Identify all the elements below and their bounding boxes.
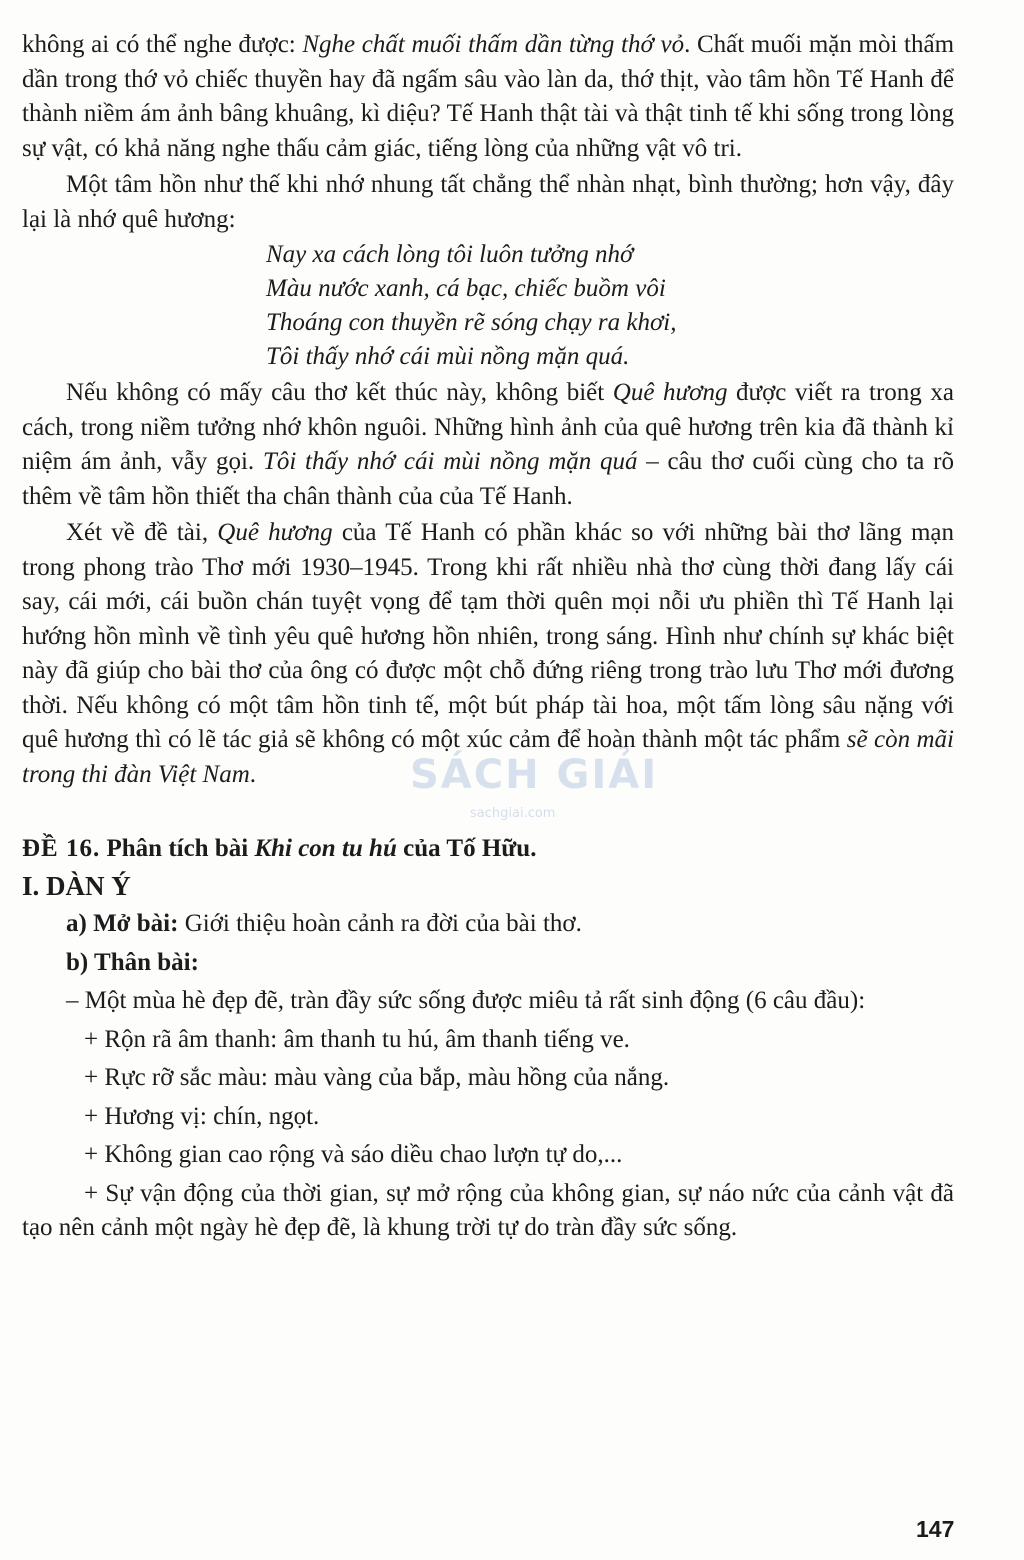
- outline-body: [22, 946, 954, 981]
- paragraph-4: [22, 516, 954, 792]
- poem-line: Nay xa cách lòng tôi luôn tưởng nhớ: [266, 241, 634, 268]
- outline-plus-item: + Sự vận động của thời gian, sự mở rộng của không gian, sự náo nức của cảnh vật đã tạo nên cảnh một ngày hè đẹp đẽ, là khung trời tự do tràn đầy sức sống.: [22, 1179, 954, 1241]
- outline-plus-item: + Rực rỡ sắc màu: màu vàng của bắp, màu hồng của nắng.: [84, 1064, 670, 1091]
- outline-intro: [22, 907, 954, 942]
- text: được viết ra trong xa cách, trong niềm tưởng nhớ khôn nguôi. Những hình ảnh của quê hương trên kia đã thành kỉ niệm ám ảnh, vẫy gọi.: [22, 379, 954, 475]
- text: của Tế Hanh có phần khác so với những bài thơ lãng mạn trong phong trào Thơ mới 1930–1945. Trong khi rất nhiều nhà thơ cùng thời đang lấy cái say, cái mới, cái buồn chán tuyệt vọng để tạm thời quên mọi nỗi ưu phiền thì Tế Hanh lại hướng hồn mình về tình yêu quê hương hồn nhiên, trong sáng. Hình như chính sự khác biệt này đã giúp cho bài thơ của ông có được một chỗ đứng riêng trong trào lưu Thơ mới đương thời. Nếu không có một tâm hồn tinh tế, một bút pháp tài hoa, một tấm lòng sâu nặng với quê hương thì có lẽ tác giả sẽ không có một xúc cảm để hoàn thành một tác phẩm: [22, 519, 954, 753]
- watermark-logo: SÁCH GIẢI: [410, 752, 659, 798]
- outline-label: a) Mở bài:: [66, 910, 179, 937]
- text: . Chất muối mặn mòi thấm dần trong thớ vỏ chiếc thuyền hay đã ngấm sâu vào làn da, thớ thịt, vào tâm hồn Tế Hanh để thành niềm ám ảnh bâng khuâng, kì diệu? Tế Hanh thật tài và thật tinh tế khi sống trong lòng sự vật, có khả năng nghe thấu cảm giác, tiếng lòng của những vật vô tri.: [22, 31, 955, 162]
- poem-line: Màu nước xanh, cá bạc, chiếc buồm vôi: [266, 275, 666, 302]
- text: Nếu không có mấy câu thơ kết thúc này, không biết: [66, 379, 613, 406]
- poem-line: Thoáng con thuyền rẽ sóng chạy ra khơi,: [266, 309, 677, 336]
- poem-title-italic: Khi con tu hú: [254, 835, 397, 862]
- text: Giới thiệu hoàn cảnh ra đời của bài thơ.: [178, 910, 582, 937]
- watermark-url: sachgiai.com: [470, 806, 556, 821]
- text: – câu thơ cuối cùng cho ta rõ thêm về tâm hồn thiết tha chân thành của của Tế Hanh.: [22, 448, 954, 510]
- section-heading: I. DÀN Ý: [22, 870, 131, 901]
- exercise-label: ĐỀ 16.: [22, 835, 101, 862]
- outline-dash-item: – Một mùa hè đẹp đẽ, tràn đầy sức sống được miêu tả rất sinh động (6 câu đầu):: [66, 987, 866, 1014]
- outline-plus-item: + Hương vị: chín, ngọt.: [84, 1102, 320, 1130]
- text: của Tố Hữu.: [396, 835, 537, 862]
- paragraph-1: [22, 28, 954, 166]
- quote-italic: Nghe chất muối thấm dần từng thớ vỏ: [302, 31, 685, 58]
- poem-line: Tôi thấy nhớ cái mùi nồng mặn quá.: [266, 343, 630, 370]
- poem-excerpt: [266, 238, 954, 374]
- quote-italic: sẽ còn mãi trong thi đàn Việt Nam: [22, 726, 954, 788]
- text: Phân tích bài: [100, 835, 255, 862]
- text: không ai có thể nghe được:: [22, 31, 303, 58]
- outline-plus-item: + Không gian cao rộng và sáo diều chao lượn tự do,...: [84, 1141, 623, 1168]
- poem-title-italic: Quê hương: [612, 379, 728, 406]
- poem-title-italic: Quê hương: [217, 519, 333, 546]
- paragraph-3: [22, 376, 954, 514]
- paragraph-2: Một tâm hồn như thế khi nhớ nhung tất chẳng thể nhàn nhạt, bình thường; hơn vậy, đây lại là nhớ quê hương:: [22, 171, 954, 233]
- exercise-title: [22, 832, 954, 867]
- outline-plus-item: + Rộn rã âm thanh: âm thanh tu hú, âm thanh tiếng ve.: [84, 1025, 630, 1053]
- text: .: [249, 760, 257, 788]
- page-body: [22, 28, 954, 1246]
- page-number: 147: [916, 1516, 955, 1542]
- quote-italic: Tôi thấy nhớ cái mùi nồng mặn quá: [262, 448, 638, 475]
- text: Xét về đề tài,: [66, 519, 218, 546]
- outline-label: b) Thân bài:: [66, 948, 199, 976]
